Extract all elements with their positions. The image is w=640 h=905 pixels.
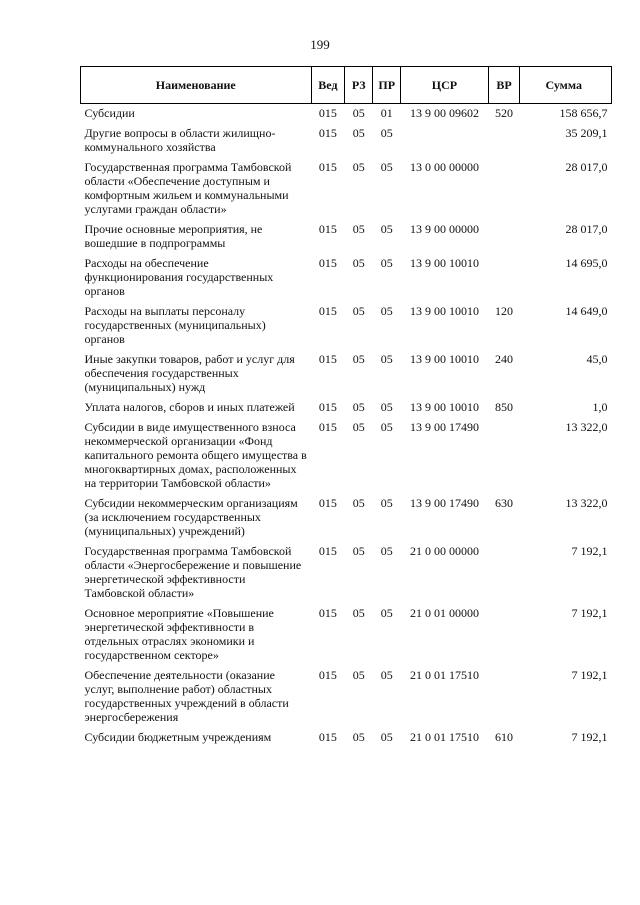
row-pr: 05 <box>380 668 393 682</box>
row-csr: 13 9 00 10010 <box>409 304 479 318</box>
header-pr: ПР <box>373 67 401 104</box>
row-ved: 015 <box>318 222 337 236</box>
row-rz: 05 <box>352 420 365 434</box>
row-pr: 01 <box>380 106 393 120</box>
row-csr: 21 0 01 17510 <box>409 668 479 682</box>
row-ved: 015 <box>318 256 337 270</box>
row-sum: 28 017,0 <box>565 160 608 174</box>
table-row <box>81 304 612 352</box>
row-csr: 13 9 00 10010 <box>409 400 479 414</box>
row-sum: 1,0 <box>592 400 608 414</box>
row-name: Расходы на обеспечение функционирования государственных органов <box>84 256 274 298</box>
row-ved: 015 <box>318 106 337 120</box>
row-vr <box>488 420 520 496</box>
row-sum: 158 656,7 <box>559 106 608 120</box>
row-sum: 35 209,1 <box>565 126 608 140</box>
table-row <box>81 544 612 606</box>
row-vr <box>488 222 520 256</box>
row-csr: 13 9 00 00000 <box>409 222 479 236</box>
row-rz: 05 <box>352 400 365 414</box>
row-ved: 015 <box>318 160 337 174</box>
row-csr: 21 0 01 00000 <box>409 606 479 620</box>
row-sum: 7 192,1 <box>571 544 608 558</box>
row-sum: 14 649,0 <box>565 304 608 318</box>
row-rz: 05 <box>352 222 365 236</box>
row-pr: 05 <box>380 352 393 366</box>
row-rz: 05 <box>352 126 365 140</box>
table-row <box>81 400 612 420</box>
table-row <box>81 256 612 304</box>
table-body <box>81 104 612 751</box>
row-sum: 13 322,0 <box>565 496 608 510</box>
row-csr: 21 0 01 17510 <box>409 730 479 744</box>
header-sum: Сумма <box>520 67 612 104</box>
row-rz: 05 <box>352 106 365 120</box>
header-rz: РЗ <box>345 67 373 104</box>
budget-table <box>80 66 612 750</box>
row-pr: 05 <box>380 606 393 620</box>
row-sum: 28 017,0 <box>565 222 608 236</box>
row-vr <box>488 544 520 606</box>
row-pr: 05 <box>380 126 393 140</box>
row-vr: 610 <box>495 730 514 744</box>
row-csr: 13 9 00 10010 <box>409 352 479 366</box>
row-ved: 015 <box>318 606 337 620</box>
row-pr: 05 <box>380 256 393 270</box>
row-name: Прочие основные мероприятия, не вошедшие в подпрограммы <box>84 222 263 250</box>
row-sum: 14 695,0 <box>565 256 608 270</box>
row-name: Уплата налогов, сборов и иных платежей <box>84 400 295 414</box>
row-rz: 05 <box>352 606 365 620</box>
row-sum: 7 192,1 <box>571 668 608 682</box>
row-name: Государственная программа Тамбовской области «Обеспечение доступным и комфортным жильем и коммунальными услугами граждан области» <box>84 160 292 216</box>
row-rz: 05 <box>352 496 365 510</box>
table-row <box>81 104 612 127</box>
table-row <box>81 606 612 668</box>
row-name: Иные закупки товаров, работ и услуг для обеспечения государственных (муниципальных) нужд <box>84 352 295 394</box>
row-sum: 13 322,0 <box>565 420 608 434</box>
row-rz: 05 <box>352 256 365 270</box>
row-rz: 05 <box>352 352 365 366</box>
row-name: Государственная программа Тамбовской области «Энергосбережение и повышение энергетической эффективности Тамбовской области» <box>84 544 302 600</box>
row-pr: 05 <box>380 222 393 236</box>
table-row <box>81 496 612 544</box>
table-row <box>81 160 612 222</box>
row-name: Субсидии в виде имущественного взноса некоммерческой организации «Фонд капитального ремонта общего имущества в многоквартирных домах, расположенных на территории Тамбовской области» <box>84 420 307 490</box>
header-name: Наименование <box>81 67 312 104</box>
row-vr <box>488 606 520 668</box>
row-vr: 120 <box>495 304 514 318</box>
row-rz: 05 <box>352 304 365 318</box>
row-vr <box>488 126 520 160</box>
table-row <box>81 352 612 400</box>
row-pr: 05 <box>380 544 393 558</box>
table-row <box>81 222 612 256</box>
row-ved: 015 <box>318 544 337 558</box>
row-rz: 05 <box>352 668 365 682</box>
page-number: 199 <box>310 37 330 52</box>
row-pr: 05 <box>380 304 393 318</box>
row-csr: 13 0 00 00000 <box>409 160 479 174</box>
row-ved: 015 <box>318 304 337 318</box>
row-vr: 520 <box>495 106 514 120</box>
row-rz: 05 <box>352 730 365 744</box>
row-csr: 13 9 00 09602 <box>409 106 479 120</box>
table-row <box>81 668 612 730</box>
table-row <box>81 420 612 496</box>
table-header-row <box>81 67 612 104</box>
row-vr <box>488 668 520 730</box>
row-vr <box>488 256 520 304</box>
row-ved: 015 <box>318 126 337 140</box>
table-row <box>81 126 612 160</box>
row-name: Субсидии бюджетным учреждениям <box>84 730 272 744</box>
table-row <box>81 730 612 750</box>
row-csr <box>401 126 488 160</box>
row-vr: 240 <box>495 352 514 366</box>
row-ved: 015 <box>318 496 337 510</box>
row-pr: 05 <box>380 420 393 434</box>
row-csr: 13 9 00 10010 <box>409 256 479 270</box>
row-csr: 13 9 00 17490 <box>409 496 479 510</box>
row-vr <box>488 160 520 222</box>
row-name: Другие вопросы в области жилищно-коммунального хозяйства <box>84 126 276 154</box>
row-vr: 630 <box>495 496 514 510</box>
header-vr: ВР <box>488 67 520 104</box>
row-ved: 015 <box>318 400 337 414</box>
row-pr: 05 <box>380 400 393 414</box>
row-rz: 05 <box>352 160 365 174</box>
row-pr: 05 <box>380 160 393 174</box>
row-pr: 05 <box>380 496 393 510</box>
row-name: Основное мероприятие «Повышение энергетической эффективности в отдельных отраслях экономики и государственном секторе» <box>84 606 274 662</box>
row-ved: 015 <box>318 352 337 366</box>
row-sum: 7 192,1 <box>571 730 608 744</box>
row-name: Субсидии <box>84 106 135 120</box>
row-ved: 015 <box>318 420 337 434</box>
row-ved: 015 <box>318 668 337 682</box>
row-rz: 05 <box>352 544 365 558</box>
row-name: Обеспечение деятельности (оказание услуг, выполнение работ) областных государственных учреждений в области энергосбережения <box>84 668 289 724</box>
header-csr: ЦСР <box>401 67 488 104</box>
row-name: Расходы на выплаты персоналу государственных (муниципальных) органов <box>84 304 266 346</box>
row-csr: 13 9 00 17490 <box>409 420 479 434</box>
row-sum: 45,0 <box>586 352 608 366</box>
row-name: Субсидии некоммерческим организациям (за исключением государственных (муниципальных) учреждений) <box>84 496 298 538</box>
row-sum: 7 192,1 <box>571 606 608 620</box>
row-ved: 015 <box>318 730 337 744</box>
row-csr: 21 0 00 00000 <box>409 544 479 558</box>
row-vr: 850 <box>495 400 514 414</box>
header-ved: Вед <box>311 67 345 104</box>
row-pr: 05 <box>380 730 393 744</box>
